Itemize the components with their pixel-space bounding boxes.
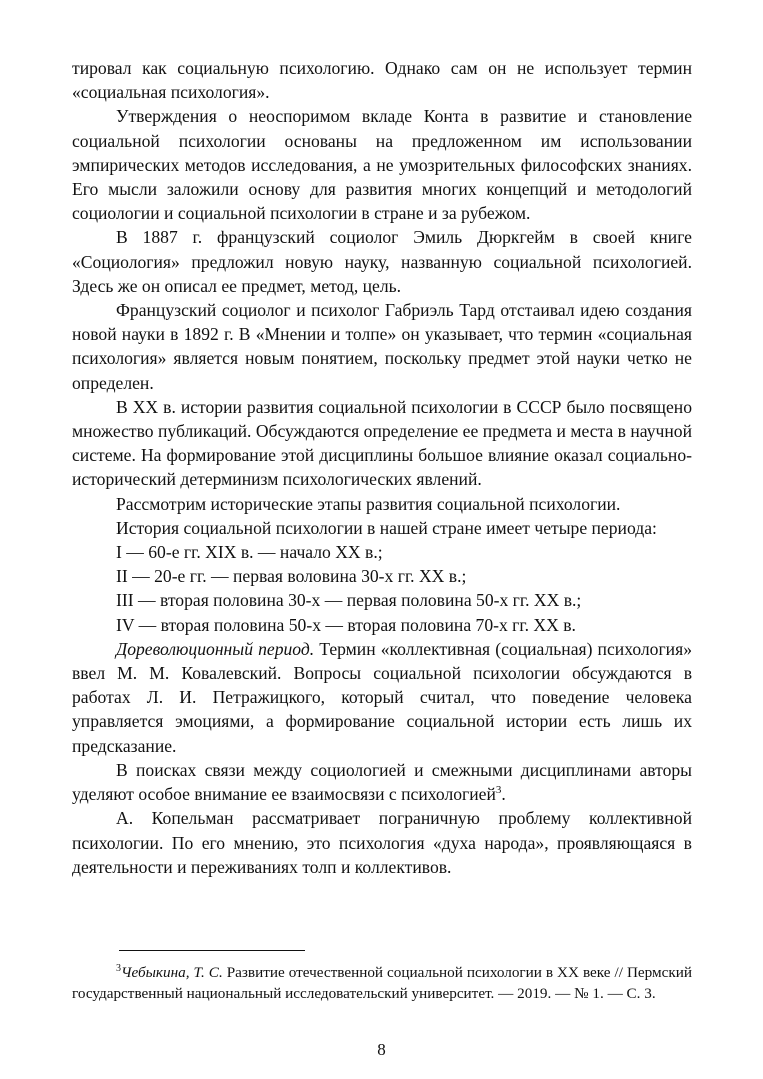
paragraph-four-periods: История социальной психологии в нашей стране имеет четыре периода:: [116, 517, 657, 538]
footnote-divider: [119, 950, 305, 951]
paragraph-ussr: В ХХ в. истории развития социальной психологии в СССР было посвящено множество публикаций. Обсуждаются определение ее предмета и места в научной системе. На формирование этой дисциплины большое влияние оказал социально-исторический детерминизм психологических явлений.: [72, 396, 692, 490]
paragraph-prerevolutionary: [72, 637, 692, 758]
paragraph-stages-intro: Рассмотрим исторические этапы развития социальной психологии.: [116, 493, 621, 514]
prerevolutionary-text: Термин «коллективная (социальная) психология» ввел М. М. Ковалевский. Вопросы социальной психологии обсуждаются в работах Л. И. Петражицкого, который считал, что поведение человека управляется эмоциями, а формирование социальной истории есть лишь их предсказание.: [72, 638, 692, 756]
footnote-reference[interactable]: 3: [495, 784, 502, 797]
footnote-marker: 3: [116, 962, 121, 974]
period-item-3: III — вторая половина 30-х — первая половина 50-х гг. XX в.;: [116, 590, 582, 611]
paragraph-related-disciplines: [72, 758, 692, 806]
period-item-1: I — 60-е гг. XIX в. — начало XX в.;: [116, 542, 383, 563]
paragraph-durkheim: В 1887 г. французский социолог Эмиль Дюркгейм в своей книге «Социология» предложил новую науку, названную социальной психологией. Здесь же он описал ее предмет, метод, цель.: [72, 227, 692, 296]
footnote-author: Чебыкина, Т. С.: [121, 964, 223, 981]
footnote: [72, 962, 692, 1004]
paragraph-tarde: Французский социолог и психолог Габриэль Тард отстаивал идею создания новой науки в 1892 г. В «Мнении и толпе» он указывает, что термин «социальная психология» является новым понятием, поскольку предмет этой науки четко не определен.: [72, 300, 692, 393]
related-disciplines-text: В поисках связи между социологией и смежными дисциплинами авторы уделяют особое внимание ее взаимосвязи с психологией: [72, 759, 692, 805]
prerevolutionary-heading: Дореволюционный период.: [116, 638, 315, 659]
page-body: [72, 56, 692, 879]
footnote-text: Развитие отечественной социальной психологии в XX веке // Пермский государственный национальный исследовательский университет. — 2019. — № 1. — С. 3.: [72, 964, 693, 1002]
period-item-2: II — 20-е гг. — первая воловина 30-х гг. XX в.;: [116, 566, 467, 587]
period-item-4: IV — вторая половина 50-х — вторая половина 70-х гг. XX в.: [116, 614, 576, 635]
page-number: 8: [377, 1040, 386, 1059]
paragraph-kopelman: А. Копельман рассматривает пограничную проблему коллективной психологии. По его мнению, это психология «духа народа», проявляющаяся в деятельности и переживаниях толп и коллективов.: [72, 808, 692, 877]
paragraph-comte: Утверждения о неоспоримом вкладе Конта в развитие и становление социальной психологии основаны на предложенном им использовании эмпирических методов исследования, а не умозрительных философских знаниях. Его мысли заложили основу для развития многих концепций и методологий социологии и социальной психологии в стране и за рубежом.: [72, 106, 692, 224]
paragraph-continuation: тировал как социальную психологию. Однако сам он не использует термин «социальная психология».: [72, 58, 692, 103]
related-disciplines-end: .: [501, 784, 506, 805]
